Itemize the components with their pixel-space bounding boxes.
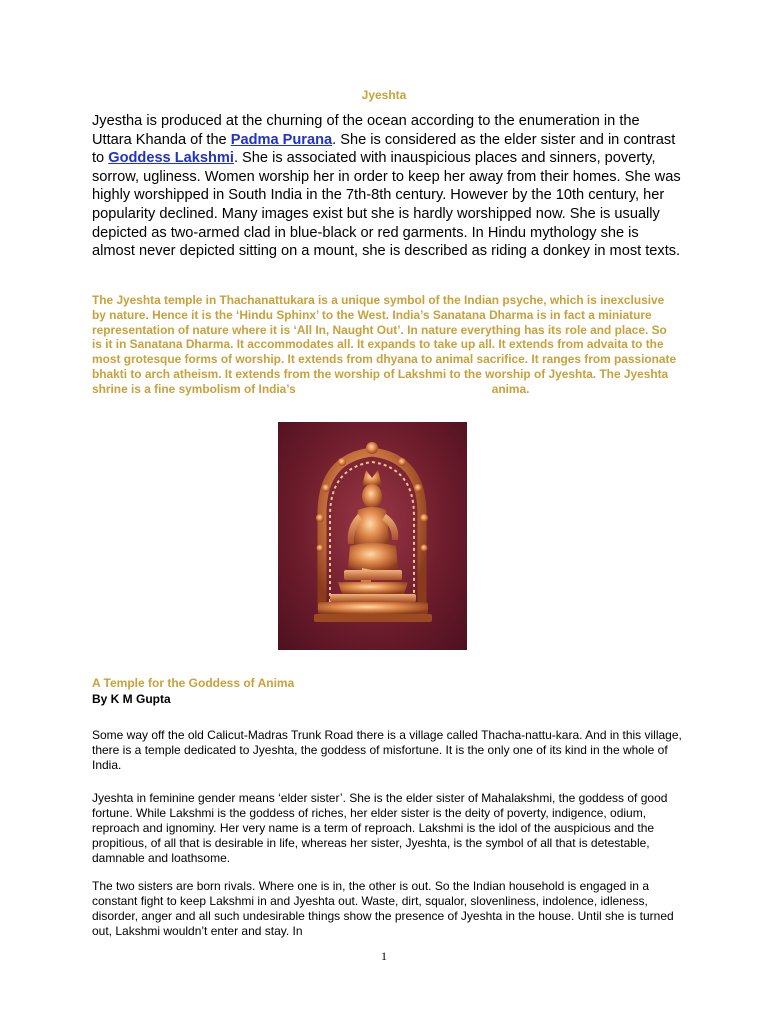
intro-text-1: Jyestha is produced at the churning of the ocean according to the enumeration in the Uttara Khanda of the: [92, 113, 640, 148]
intro-text-2: . She is considered as the elder sister and in contrast to: [92, 131, 676, 167]
temple-paragraph-end: anima.: [491, 381, 530, 396]
padma-purana-link[interactable]: Padma Purana: [230, 131, 333, 148]
page-number: 1: [381, 949, 387, 963]
article-title: A Temple for the Goddess of Anima: [92, 676, 295, 690]
jyeshta-idol-image: [278, 422, 467, 650]
article-byline: By K M Gupta: [92, 692, 171, 706]
body-paragraph: Jyeshta in feminine gender means ‘elder sister’. She is the elder sister of Mahalakshmi, the goddess of good fortune. While Lakshmi is the goddess of riches, her elder sister is the deity of poverty, indigence, odium, reproach and ignominy. Her very name is a term of reproach. Lakshmi is the idol of the auspicious and the propitious, of all that is desirable in life, whereas her sister, Jyeshta, is the symbol of all that is detestable, damnable and loathsome.: [92, 791, 668, 865]
goddess-lakshmi-link[interactable]: Goddess Lakshmi: [108, 150, 234, 167]
temple-paragraph: [92, 293, 678, 397]
intro-text-3: . She is associated with inauspicious places and sinners, poverty, sorrow, ugliness. Women worship her in order to keep her away from their homes. She was highly worshipped in South India in the 7th-8th century. However by the 10th century, her popularity declined. Many images exist but she is hardly worshipped now. She is usually depicted as two-armed clad in blue-black or red garments. In Hindu mythology she is almost never depicted sitting on a mount, she is described as riding a donkey in most texts.: [92, 150, 681, 260]
document-title: Jyeshta: [361, 88, 407, 102]
temple-paragraph-text: The Jyeshta temple in Thachanattukara is a unique symbol of the Indian psyche, which is inexclusive by nature. Hence it is the ‘Hindu Sphinx’ to the West. India’s Sanatana Dharma is in fact a miniature representation of nature where it is ‘All In, Naught Out’. In nature everything has its role and place. So is it in Sanatana Dharma. It accommodates all. It expands to take up all. It extends from advaita to the most grotesque forms of worship. It extends from dhyana to animal sacrifice. It ranges from passionate bhakti to arch atheism. It extends from the worship of Lakshmi to the worship of Jyeshta. The Jyeshta shrine is a fine symbolism of India’s: [92, 293, 677, 396]
bronze-idol-illustration: [278, 422, 467, 650]
intro-paragraph: [92, 112, 682, 261]
body-paragraph: The two sisters are born rivals. Where one is in, the other is out. So the Indian household is engaged in a constant fight to keep Lakshmi in and Jyeshta out. Waste, dirt, squalor, slovenliness, indolence, idleness, disorder, anger and all such undesirable things show the presence of Jyeshta in the house. Until she is turned out, Lakshmi wouldn’t enter and stay. In: [92, 879, 674, 938]
body-paragraph: Some way off the old Calicut-Madras Trunk Road there is a village called Thacha-nattu-kara. And in this village, there is a temple dedicated to Jyeshta, the goddess of misfortune. It is the only one of its kind in the whole of India.: [92, 728, 682, 772]
